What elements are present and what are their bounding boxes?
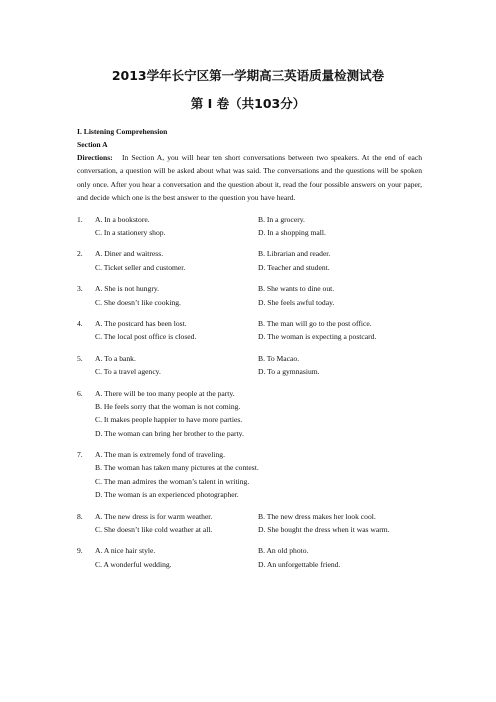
part-heading: I. Listening Comprehension bbox=[77, 127, 168, 136]
option-d: D. The woman is expecting a postcard. bbox=[258, 332, 377, 342]
option-d: D. In a shopping mall. bbox=[258, 228, 326, 238]
question-1 bbox=[77, 213, 422, 240]
option-d: D. She feels awful today. bbox=[258, 297, 335, 307]
question-number: 1. bbox=[77, 214, 83, 224]
option-b: B. She wants to dine out. bbox=[258, 284, 335, 294]
directions-label: Directions: bbox=[77, 153, 113, 162]
option-d: D. To a gymnasium. bbox=[258, 367, 320, 377]
question-number: 7. bbox=[77, 450, 83, 460]
question-number: 9. bbox=[77, 546, 83, 556]
option-b: B. In a grocery. bbox=[258, 214, 305, 224]
option-b: B. The man will go to the post office. bbox=[258, 318, 372, 328]
listening-section bbox=[77, 125, 422, 571]
option-b: B. The new dress makes her look cool. bbox=[258, 511, 376, 521]
question-2 bbox=[77, 247, 422, 274]
exam-part-title: 第 I 卷（共103分） bbox=[190, 96, 306, 111]
option-c: C. A wonderful wedding. bbox=[95, 559, 172, 569]
question-number: 2. bbox=[77, 249, 83, 259]
section-heading: Section A bbox=[77, 140, 108, 149]
question-number: 8. bbox=[77, 511, 83, 521]
directions bbox=[77, 151, 422, 205]
question-8 bbox=[77, 510, 422, 537]
option-c: C. The local post office is closed. bbox=[95, 332, 197, 342]
option-d: D. An unforgettable friend. bbox=[258, 559, 341, 569]
option-a: A. The man is extremely fond of traveling. bbox=[95, 450, 225, 460]
option-a: A. She is not hungry. bbox=[95, 284, 160, 294]
option-b: B. Librarian and reader. bbox=[258, 249, 331, 259]
option-a: A. The postcard has been lost. bbox=[95, 318, 187, 328]
exam-title: 2013学年长宁区第一学期高三英语质量检测试卷 bbox=[111, 68, 385, 83]
question-6 bbox=[77, 387, 422, 441]
option-c: C. She doesn’t like cooking. bbox=[95, 297, 181, 307]
option-c: C. She doesn’t like cold weather at all. bbox=[95, 525, 213, 535]
option-a: A. There will be too many people at the party. bbox=[95, 388, 235, 398]
option-a: A. Diner and waitress. bbox=[95, 249, 164, 259]
question-number: 3. bbox=[77, 284, 83, 294]
option-a: A. A nice hair style. bbox=[95, 546, 156, 556]
option-d: D. The woman can bring her brother to the party. bbox=[95, 428, 244, 438]
option-d: D. Teacher and student. bbox=[258, 262, 330, 272]
question-number: 5. bbox=[77, 353, 83, 363]
question-7 bbox=[77, 448, 422, 502]
question-4 bbox=[77, 317, 422, 344]
directions-text: In Section A, you will hear ten short conversations between two speakers. At the end of each conversation, a question will be asked about what was said. The conversations and the questions will be spoken only once. After you hear a conversation and the question about it, read the four possible answers on your paper, and decide which one is the best answer to the question you have heard. bbox=[77, 153, 422, 203]
option-c: C. In a stationery shop. bbox=[95, 228, 166, 238]
question-9 bbox=[77, 544, 422, 571]
option-c: C. It makes people happier to have more parties. bbox=[95, 415, 243, 425]
option-a: A. In a bookstore. bbox=[95, 214, 150, 224]
option-b: B. An old photo. bbox=[258, 546, 309, 556]
question-number: 4. bbox=[77, 318, 83, 328]
option-b: B. To Macao. bbox=[258, 353, 300, 363]
question-5 bbox=[77, 352, 422, 379]
option-d: D. The woman is an experienced photographer. bbox=[95, 490, 239, 500]
option-c: C. To a travel agency. bbox=[95, 367, 161, 377]
option-d: D. She bought the dress when it was warm. bbox=[258, 525, 390, 535]
question-3 bbox=[77, 282, 422, 309]
option-c: C. Ticket seller and customer. bbox=[95, 262, 186, 272]
option-b: B. The woman has taken many pictures at the contest. bbox=[95, 463, 259, 473]
option-b: B. He feels sorry that the woman is not coming. bbox=[95, 401, 241, 411]
option-a: A. To a bank. bbox=[95, 353, 136, 363]
question-number: 6. bbox=[77, 388, 83, 398]
option-c: C. The man admires the woman’s talent in writing. bbox=[95, 476, 250, 486]
option-a: A. The new dress is for warm weather. bbox=[95, 511, 213, 521]
